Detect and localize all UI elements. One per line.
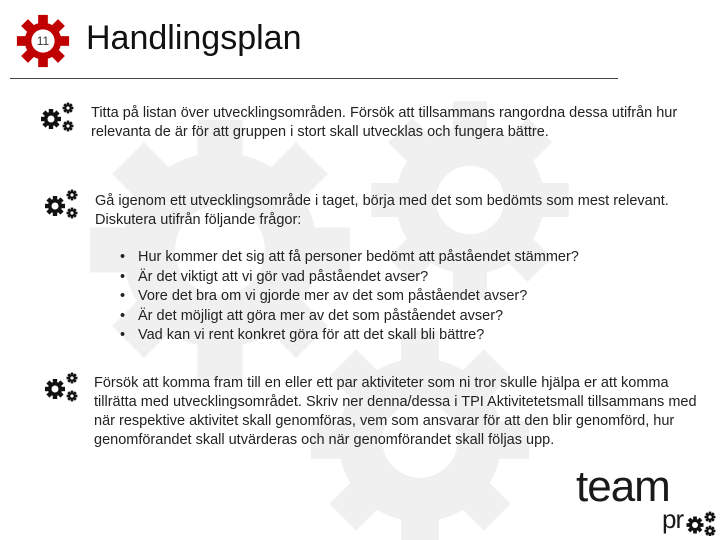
bullet-marker: • <box>120 268 126 285</box>
instruction-paragraph-3: Försök att komma fram till en eller ett par aktiviteter som ni tror skulle hjälpa er att komma tillrätta med utvecklingsområdet. Skriv ner denna/dessa i TPI Aktivitetetsmall tillsammans med när respektive aktivitet skall genomföras, vem som ansvarar för att den blir genomförd, hur genomförandet skall utvärderas och när genomförandet skall följas upp. <box>94 375 697 448</box>
page-title: Handlingsplan <box>86 19 302 57</box>
bullet-marker: • <box>120 307 126 324</box>
bullet-marker: • <box>120 249 126 265</box>
instruction-paragraph-1: Titta på listan över utvecklingsområden. Försök att tillsammans rangordna dessa utifrån hur relevanta de är för att gruppen i stort skall utvecklas och fungera bättre. <box>91 105 678 140</box>
bullet-marker: • <box>120 288 126 304</box>
bullet-marker: • <box>120 327 126 343</box>
instruction-paragraph-2: Gå igenom ett utvecklingsområde i taget, börja med det som bedömts som mest relevant. Diskutera utifrån följande frågor: <box>95 193 669 228</box>
list-item <box>118 307 579 327</box>
list-item <box>118 248 579 268</box>
slide-number: 11 <box>36 34 50 48</box>
gears-icon <box>38 100 78 134</box>
question-text: Vad kan vi rent konkret göra för att det skall bli bättre? <box>138 327 485 343</box>
list-item <box>118 268 579 288</box>
question-text: Vore det bra om vi gjorde mer av det som påståendet avser? <box>138 288 528 304</box>
gears-icon <box>42 370 82 404</box>
logo-gears-icon <box>686 510 716 536</box>
question-text: Är det möjligt att göra mer av det som påståendet avser? <box>138 307 504 324</box>
logo-wordmark: team <box>576 462 670 511</box>
question-text: Är det viktigt att vi gör vad påståendet avser? <box>138 268 429 285</box>
discussion-questions-list <box>118 248 579 346</box>
logo-subword: pr <box>662 504 684 534</box>
list-item <box>118 287 579 307</box>
list-item <box>118 326 579 346</box>
gears-icon <box>42 187 82 221</box>
question-text: Hur kommer det sig att få personer bedömt att påståendet stämmer? <box>138 249 579 265</box>
title-divider <box>10 78 618 79</box>
